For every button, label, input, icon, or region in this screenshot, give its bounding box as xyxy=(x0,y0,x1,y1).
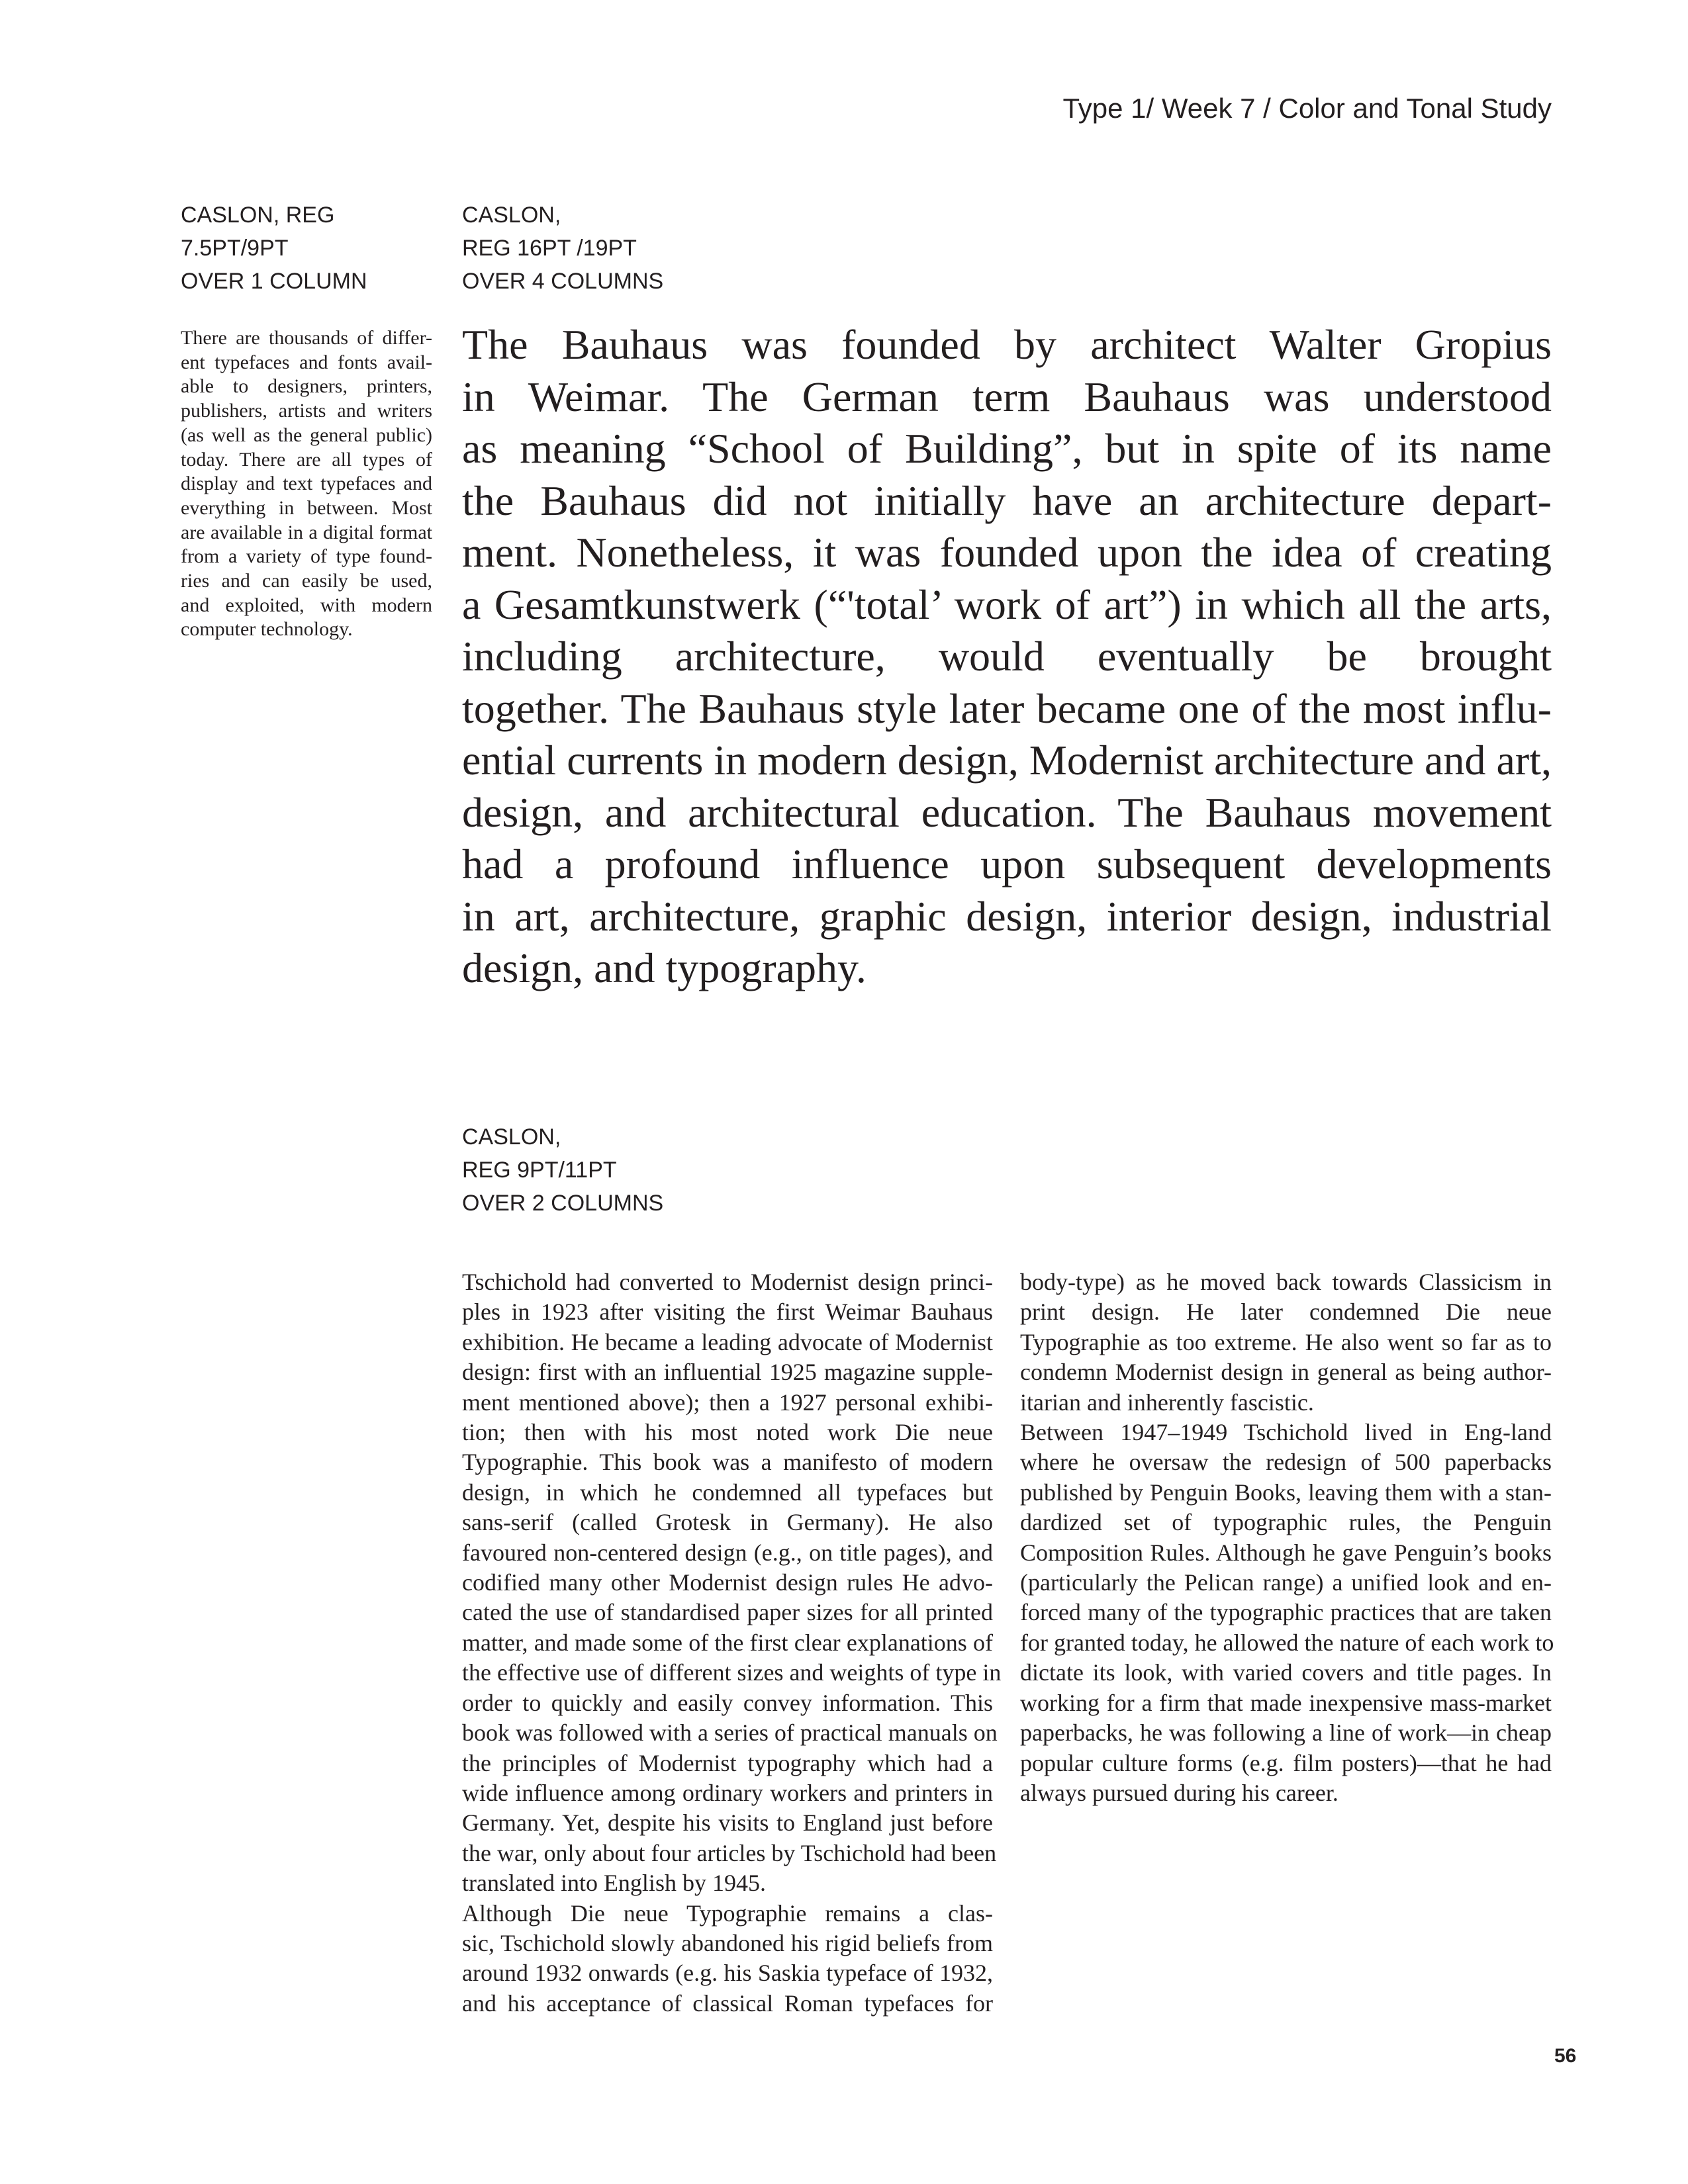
spec-line: REG 16PT /19PT xyxy=(462,236,637,261)
text-line: design, in which he condemned all typefaces but xyxy=(462,1479,993,1506)
text-line: where he oversaw the redesign of 500 paperbacks xyxy=(1020,1449,1552,1476)
text-line: exhibition. He became a leading advocate of Modernist xyxy=(462,1328,993,1355)
text-line: computer technology. xyxy=(181,618,353,641)
text-line: codified many other Modernist design rules He advo- xyxy=(462,1569,993,1596)
spec-line: CASLON, xyxy=(462,1124,561,1150)
text-line: translated into English by 1945. xyxy=(462,1870,766,1897)
text-line: forced many of the typographic practices that are taken xyxy=(1020,1599,1552,1626)
text-line: The Bauhaus was founded by architect Walter Gropius xyxy=(462,321,1552,368)
text-line: order to quickly and easily convey information. This xyxy=(462,1689,993,1716)
spec-label-big xyxy=(462,199,663,298)
text-line: display and text typefaces and xyxy=(181,473,432,495)
text-line: the principles of Modernist typography which had a xyxy=(462,1749,993,1776)
text-line: the Bauhaus did not initially have an architecture depart- xyxy=(462,477,1552,524)
text-line: Between 1947–1949 Tschichold lived in Eng-land xyxy=(1020,1419,1552,1446)
text-line: sic, Tschichold slowly abandoned his rigid beliefs from xyxy=(462,1929,993,1956)
text-line: and his acceptance of classical Roman typefaces for xyxy=(462,1989,993,2017)
spec-line: 7.5PT/9PT xyxy=(181,236,289,261)
text-line: wide influence among ordinary workers and printers in xyxy=(462,1779,993,1806)
text-line: in art, architecture, graphic design, interior design, industrial xyxy=(462,892,1552,940)
text-line: able to designers, printers, xyxy=(181,375,432,398)
text-line: everything in between. Most xyxy=(181,496,432,519)
paragraph xyxy=(462,1267,1002,1899)
text-line: are available in a digital format xyxy=(181,521,432,543)
paragraph xyxy=(462,1899,993,2019)
text-line: (particularly the Pelican range) a unified look and en- xyxy=(1020,1569,1552,1596)
text-line: Typographie as too extreme. He also went so far as to xyxy=(1020,1328,1552,1355)
text-line: dictate its look, with varied covers and title pages. In xyxy=(1020,1659,1552,1686)
text-line: Although Die neue Typographie remains a clas- xyxy=(462,1899,993,1927)
text-line: around 1932 onwards (e.g. his Saskia typeface of 1932, xyxy=(462,1960,993,1987)
text-line: today. There are all types of xyxy=(181,448,432,471)
text-line: (as well as the general public) xyxy=(181,424,432,446)
text-line: tion; then with his most noted work Die neue xyxy=(462,1419,993,1446)
text-line: cated the use of standardised paper sizes for all printed xyxy=(462,1599,993,1626)
text-line: condemn Modernist design in general as being author- xyxy=(1020,1359,1552,1386)
text-line: had a profound influence upon subsequent developments xyxy=(462,841,1552,887)
large-body-text xyxy=(462,319,1552,995)
text-line: and exploited, with modern xyxy=(181,594,432,616)
body-column-1 xyxy=(462,1267,1002,2019)
text-line: together. The Bauhaus style later became one of the most influ- xyxy=(462,684,1552,732)
text-line: ment. Nonetheless, it was founded upon the idea of creating xyxy=(462,529,1552,576)
text-line: ment mentioned above); then a 1927 personal exhibi- xyxy=(462,1388,993,1416)
text-line: for granted today, he allowed the nature of each work to xyxy=(1020,1629,1554,1656)
text-line: including architecture, would eventually be brought xyxy=(462,633,1552,680)
spec-line: OVER 1 COLUMN xyxy=(181,269,367,294)
text-line: working for a firm that made inexpensive mass-market xyxy=(1020,1689,1552,1716)
text-line: ples in 1923 after visiting the first Weimar Bauhaus xyxy=(462,1298,993,1326)
text-line: favoured non-centered design (e.g., on title pages), and xyxy=(462,1539,993,1566)
spec-line: OVER 4 COLUMNS xyxy=(462,269,664,294)
text-line: the war, only about four articles by Tschichold had been xyxy=(462,1839,997,1866)
text-line: Typographie. This book was a manifesto of modern xyxy=(462,1449,993,1476)
text-line: a Gesamtkunstwerk (“'total’ work of art”) in which all the arts, xyxy=(462,580,1552,628)
text-line: paperbacks, he was following a line of work—in cheap xyxy=(1020,1719,1552,1747)
text-line: Composition Rules. Although he gave Penguin’s books xyxy=(1020,1539,1552,1566)
spec-label-columns xyxy=(462,1120,663,1220)
spec-line: CASLON, REG xyxy=(181,203,335,228)
spec-line: CASLON, xyxy=(462,203,561,228)
text-line: There are thousands of differ- xyxy=(181,327,432,349)
text-line: ries and can easily be used, xyxy=(181,570,432,592)
paragraph xyxy=(462,319,1552,995)
text-line: published by Penguin Books, leaving them with a stan- xyxy=(1020,1479,1552,1506)
text-line: Tschichold had converted to Modernist design princi- xyxy=(462,1269,993,1295)
page-number: 56 xyxy=(1554,2045,1577,2067)
text-line: popular culture forms (e.g. film posters)—that he had xyxy=(1020,1749,1552,1776)
paragraph xyxy=(1020,1267,1552,1418)
text-line: the effective use of different sizes and weights of type in xyxy=(462,1659,1002,1686)
text-line: matter, and made some of the first clear explanations of xyxy=(462,1629,993,1656)
text-line: sans-serif (called Grotesk in Germany). He also xyxy=(462,1509,993,1536)
text-line: design, and architectural education. The Bauhaus movement xyxy=(462,788,1552,836)
body-column-2 xyxy=(1020,1267,1552,1808)
text-line: publishers, artists and writers xyxy=(181,400,432,422)
spec-label-left xyxy=(181,199,367,298)
left-column-text xyxy=(181,326,432,642)
paragraph xyxy=(1020,1418,1552,1808)
text-line: in Weimar. The German term Bauhaus was understood xyxy=(462,373,1552,420)
text-line: print design. He later condemned Die neue xyxy=(1020,1298,1552,1326)
page-header: Type 1/ Week 7 / Color and Tonal Study xyxy=(1062,93,1552,124)
text-line: as meaning “School of Building”, but in spite of its name xyxy=(462,425,1552,472)
text-line: ential currents in modern design, Modernist architecture and art, xyxy=(462,737,1552,784)
text-line: Germany. Yet, despite his visits to England just before xyxy=(462,1809,993,1837)
spec-line: OVER 2 COLUMNS xyxy=(462,1191,664,1216)
text-line: dardized set of typographic rules, the Penguin xyxy=(1020,1509,1552,1536)
text-line: design, and typography. xyxy=(462,944,867,991)
text-line: always pursued during his career. xyxy=(1020,1779,1338,1806)
text-line: itarian and inherently fascistic. xyxy=(1020,1388,1314,1416)
text-line: book was followed with a series of practical manuals on xyxy=(462,1719,998,1747)
text-line: design: first with an influential 1925 magazine supple- xyxy=(462,1359,993,1386)
paragraph xyxy=(181,326,432,642)
text-line: body-type) as he moved back towards Classicism in xyxy=(1020,1269,1552,1295)
text-line: from a variety of type found- xyxy=(181,545,432,568)
text-line: ent typefaces and fonts avail- xyxy=(181,351,432,373)
spec-line: REG 9PT/11PT xyxy=(462,1158,617,1183)
